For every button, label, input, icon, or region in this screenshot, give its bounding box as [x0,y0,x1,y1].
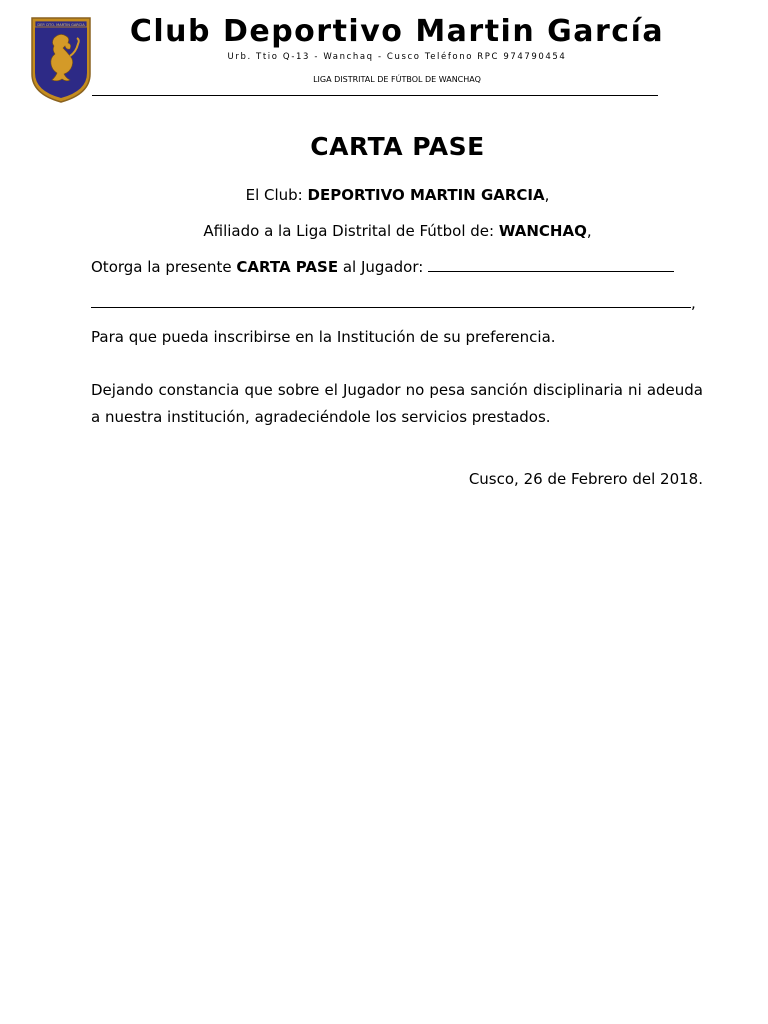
league-name: LIGA DISTRITAL DE FÚTBOL DE WANCHAQ [313,75,481,84]
club-address: Urb. Ttio Q-13 - Wanchaq - Cusco Teléfono RPC 974790454 [227,52,567,62]
date-line: Cusco, 26 de Febrero del 2018. [468,470,703,488]
crest-text: DEP. DTO. MARTIN GARCIA [37,23,85,27]
continuation-line [91,293,696,313]
header-divider [92,95,658,96]
player-name-blank[interactable] [428,257,674,272]
statement-paragraph: Dejando constancia que sobre el Jugador no pesa sanción disciplinaria ni adeuda a nuestra institución, agradeciéndole los servicios prestados. [91,381,703,426]
grant-suffix: al Jugador: [338,258,429,276]
grant-bold: CARTA PASE [236,258,339,276]
club-prefix: El Club: [245,186,308,204]
league-value: WANCHAQ [498,222,587,240]
club-name: Club Deportivo Martin García [129,14,665,49]
player-name-blank-2[interactable] [91,293,691,308]
grant-prefix: Otorga la presente [91,258,237,276]
league-line [0,221,768,241]
club-crest-icon [30,16,92,104]
grant-line [91,257,674,277]
league-prefix: Afiliado a la Liga Distrital de Fútbol de: [203,222,499,240]
league-suffix: , [586,222,592,240]
continuation-end: , [691,294,696,312]
document-title: CARTA PASE [310,132,485,161]
club-suffix: , [544,186,550,204]
purpose-paragraph: Para que pueda inscribirse en la Institución de su preferencia. [91,328,556,346]
club-value: DEPORTIVO MARTIN GARCIA [307,186,545,204]
club-line [0,185,768,205]
